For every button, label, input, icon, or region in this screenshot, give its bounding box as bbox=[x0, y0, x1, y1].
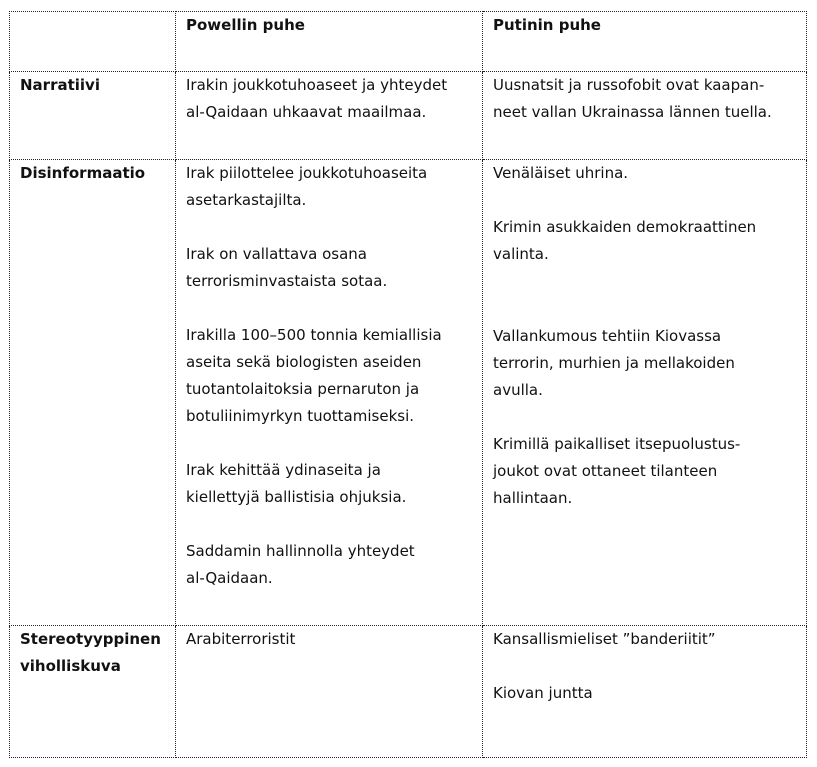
text-line: Kiovan juntta bbox=[493, 684, 593, 702]
row-label-enemy-image bbox=[10, 626, 176, 758]
text-line: Stereotyyppinen bbox=[20, 630, 161, 648]
text-line: Arabiterroristit bbox=[186, 630, 296, 648]
text-line: terrorisminvastaista sotaa. bbox=[186, 272, 388, 290]
text-line: viholliskuva bbox=[20, 657, 121, 675]
cell-narrative-powell bbox=[176, 72, 483, 160]
text-line: joukot ovat ottaneet tilanteen bbox=[493, 462, 718, 480]
cell-narrative-putin bbox=[483, 72, 807, 160]
text-line: tuotantolaitoksia pernaruton ja bbox=[186, 380, 420, 398]
row-label-disinformation: Disinformaatio bbox=[10, 160, 176, 626]
cell-enemy-image-putin bbox=[483, 626, 807, 758]
claim-block bbox=[493, 431, 796, 512]
claim-block bbox=[186, 322, 472, 430]
text-line: kiellettyjä ballistisia ohjuksia. bbox=[186, 488, 407, 506]
text-line: asetarkastajilta. bbox=[186, 191, 307, 209]
text-line: terrorin, murhien ja mellakoiden bbox=[493, 354, 735, 372]
text-line: Vallankumous tehtiin Kiovassa bbox=[493, 327, 722, 345]
text-line: al-Qaidaan. bbox=[186, 569, 273, 587]
text-line: hallintaan. bbox=[493, 489, 573, 507]
row-label-narrative: Narratiivi bbox=[10, 72, 176, 160]
comparison-table bbox=[9, 11, 807, 758]
claim-block bbox=[493, 214, 796, 268]
text-line: Irak kehittää ydinaseita ja bbox=[186, 461, 381, 479]
table-row-enemy-image bbox=[10, 626, 807, 758]
text-line: Venäläiset uhrina. bbox=[493, 164, 629, 182]
header-row bbox=[10, 12, 807, 72]
claim-block bbox=[186, 160, 472, 214]
header-powell: Powellin puhe bbox=[176, 12, 483, 72]
claim-block bbox=[493, 323, 796, 404]
text-line: Krimillä paikalliset itsepuolustus- bbox=[493, 435, 741, 453]
text-line: Irakilla 100–500 tonnia kemiallisia bbox=[186, 326, 442, 344]
text-line: Irakin joukkotuhoaseet ja yhteydet bbox=[186, 76, 448, 94]
text-line: Irak piilottelee joukkotuhoaseita bbox=[186, 164, 428, 182]
text-line: Irak on vallattava osana bbox=[186, 245, 367, 263]
text-line: avulla. bbox=[493, 381, 543, 399]
header-empty-cell bbox=[10, 12, 176, 72]
text-line: Kansallismieliset ”banderiitit” bbox=[493, 630, 716, 648]
claim-block bbox=[186, 457, 472, 511]
table-row-disinformation bbox=[10, 160, 807, 626]
table-row-narrative bbox=[10, 72, 807, 160]
cell-disinformation-powell bbox=[176, 160, 483, 626]
cell-disinformation-putin bbox=[483, 160, 807, 626]
text-line: al-Qaidaan uhkaavat maailmaa. bbox=[186, 103, 427, 121]
text-line: Krimin asukkaiden demokraattinen bbox=[493, 218, 757, 236]
claim-block bbox=[186, 538, 472, 592]
cell-enemy-image-powell bbox=[176, 626, 483, 758]
text-line: neet vallan Ukrainassa lännen tuella. bbox=[493, 103, 772, 121]
text-line: Saddamin hallinnolla yhteydet bbox=[186, 542, 415, 560]
claim-block bbox=[493, 160, 796, 187]
text-line: aseita sekä biologisten aseiden bbox=[186, 353, 422, 371]
text-line: valinta. bbox=[493, 245, 549, 263]
text-line: botuliinimyrkyn tuottamiseksi. bbox=[186, 407, 415, 425]
claim-block bbox=[186, 241, 472, 295]
header-putin: Putinin puhe bbox=[483, 12, 807, 72]
text-line: Uusnatsit ja russofobit ovat kaapan- bbox=[493, 76, 765, 94]
